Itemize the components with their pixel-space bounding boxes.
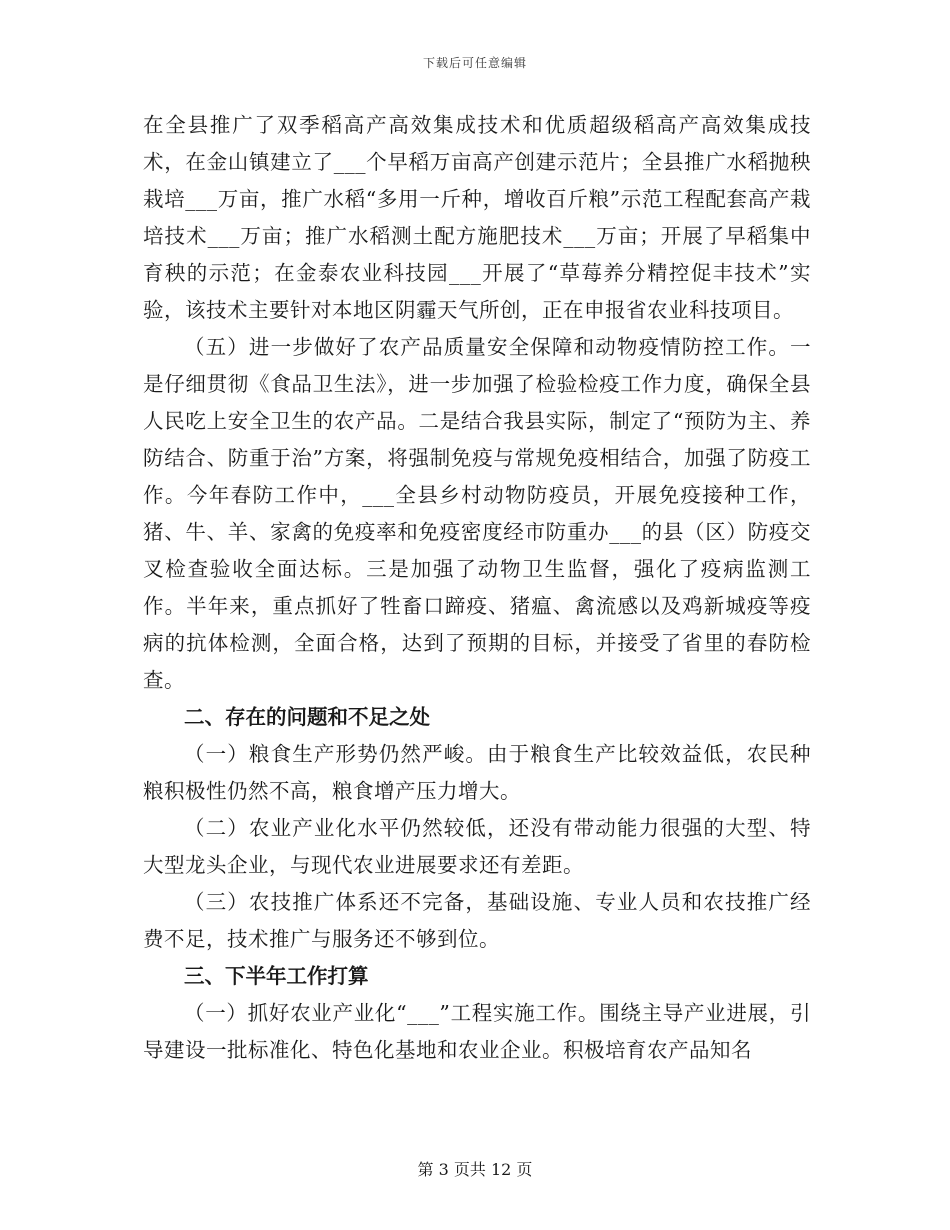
page-footer: 第 3 页共 12 页 — [417, 1160, 533, 1179]
paragraph-problem-3: （三）农技推广体系还不完备，基础设施、专业人员和农技推广经费不足，技术推广与服务还不够到位。 — [143, 890, 811, 951]
paragraph-plan-1: （一）抓好农业产业化“___”工程实施工作。围绕主导产业进展，引导建设一批标准化、特色化基地和农业企业。积极培育农产品知名 — [143, 1001, 811, 1062]
document-body — [143, 107, 811, 1069]
paragraph-continued: 在全县推广了双季稻高产高效集成技术和优质超级稻高产高效集成技术，在金山镇建立了___个早稻万亩高产创建示范片；全县推广水稻抛秧栽培___万亩，推广水稻“多用一斤种，增收百斤粮”示范工程配套高产栽培技术___万亩；推广水稻测土配方施肥技术___万亩；开展了早稻集中育秧的示范；在金泰农业科技园___开展了“草莓养分精控促丰技术”实验，该技术主要针对本地区阴霾天气所创，正在申报省农业科技项目。 — [143, 113, 811, 322]
page-header: 下载后可任意编辑 — [422, 56, 527, 70]
paragraph-problem-1: （一）粮食生产形势仍然严峻。由于粮食生产比较效益低，农民种粮积极性仍然不高，粮食增产压力增大。 — [143, 742, 811, 803]
paragraph-food-safety: （五）进一步做好了农产品质量安全保障和动物疫情防控工作。一是仔细贯彻《食品卫生法》，进一步加强了检验检疫工作力度，确保全县人民吃上安全卫生的农产品。二是结合我县实际，制定了“预防为主、养防结合、防重于治”方案，将强制免疫与常规免疫相结合，加强了防疫工作。今年春防工作中，___全县乡村动物防疫员，开展免疫接种工作，猪、牛、羊、家禽的免疫率和免疫密度经市防重办___的县（区）防疫交叉检查验收全面达标。三是加强了动物卫生监督，强化了疫病监测工作。半年来，重点抓好了牲畜口蹄疫、猪瘟、禽流感以及鸡新城疫等疫病的抗体检测，全面合格，达到了预期的目标，并接受了省里的春防检查。 — [143, 335, 811, 692]
section-heading-problems: 二、存在的问题和不足之处 — [184, 705, 430, 729]
paragraph-problem-2: （二）农业产业化水平仍然较低，还没有带动能力很强的大型、特大型龙头企业，与现代农业进展要求还有差距。 — [143, 816, 811, 877]
section-heading-plan: 三、下半年工作打算 — [184, 964, 369, 988]
